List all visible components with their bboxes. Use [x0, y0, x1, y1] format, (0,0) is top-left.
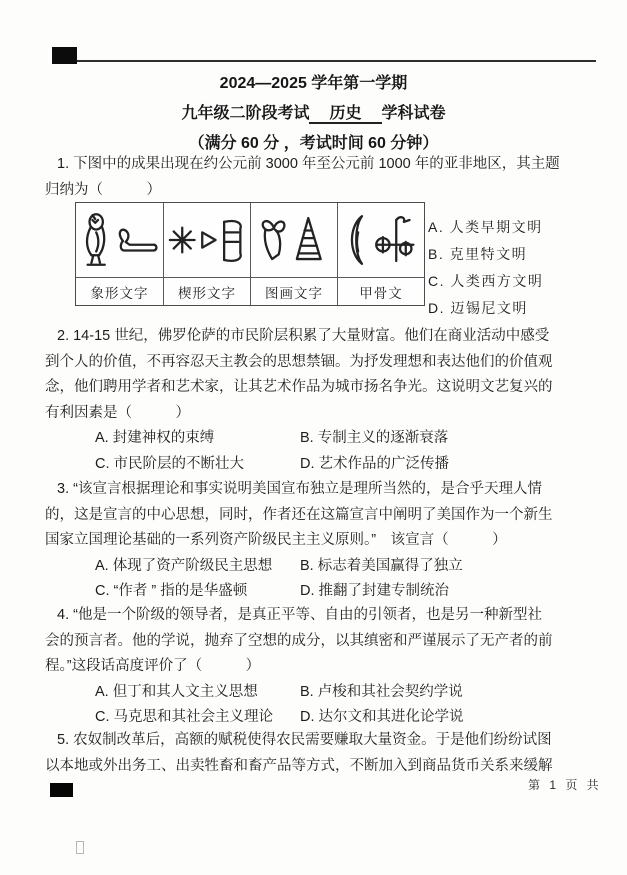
question-2-line-1: 2. 14-15 世纪，佛罗伦萨的市民阶层积累了大量财富。他们在商业活动中感受	[57, 328, 550, 344]
q3-options-row-2	[45, 579, 593, 605]
q4-option-b: B. 卢梭和其社会契约学说	[300, 683, 463, 700]
q4-option-d: D. 达尔文和其进化论学说	[300, 709, 464, 725]
q3-options-row-1	[45, 554, 593, 580]
q1-option-c: C. 人类西方文明	[428, 273, 544, 289]
q4-option-c: C. 马克思和其社会主义理论	[95, 709, 274, 725]
q3-option-b: B. 标志着美国赢得了独立	[300, 557, 463, 574]
term-title: 2024—2025 学年第一学期	[219, 75, 408, 92]
question-1-line-1: 1. 下图中的成果出现在约公元前 3000 年至公元前 1000 年的亚非地区，其主题	[57, 156, 560, 172]
score-time-note: （满分 60 分 ，考试时间 60 分钟）	[188, 135, 439, 152]
missing-glyph-box	[76, 841, 84, 854]
q2-option-c: C. 市民阶层的不断壮大	[95, 455, 245, 472]
question-1-line-2: 归纳为（ ）	[45, 181, 161, 198]
question-3-line-2: 的，这是宣言的中心思想，同时，作者还在这篇宣言中阐明了美国作为一个新生	[45, 506, 553, 523]
table-cell-oracle-bone	[337, 203, 424, 277]
exam-title-prefix: 九年级二阶段考试	[181, 105, 310, 122]
q2-options-row-2	[45, 452, 593, 478]
question-5-line-2: 以本地或外出务工、出卖牲畜和畜产品等方式，不断加入到商品货币关系来缓解	[45, 757, 553, 774]
question-4-line-3: 程。”这段话高度评价了（ ）	[45, 658, 261, 674]
question-2-line-4: 有利因素是（ ）	[45, 404, 190, 421]
table-cell-pictograph	[250, 203, 337, 277]
q3-option-d: D. 推翻了封建专制统治	[300, 583, 450, 599]
question-2-line-2: 到个人的价值，不再容忍天主教会的思想禁锢。为抒发理想和表达他们的价值观	[45, 353, 553, 370]
q2-option-a: A. 封建神权的束缚	[95, 430, 215, 446]
table-cell-cuneiform	[163, 203, 250, 277]
cuneiform-star-triangle-icon	[167, 211, 247, 269]
q1-option-a: A. 人类早期文明	[428, 219, 543, 235]
q4-options-row-1	[45, 680, 593, 706]
q3-option-a: A. 体现了资产阶级民主思想	[95, 557, 273, 574]
question-4-line-2: 会的预言者。他的学说，抛弃了空想的成分，以其缜密和严谨展示了无产者的前	[45, 632, 553, 649]
q4-option-a: A. 但丁和其人文主义思想	[95, 683, 258, 700]
hieroglyph-owl-arm-icon	[80, 211, 160, 269]
question-4	[45, 603, 593, 731]
paper-header	[0, 70, 627, 158]
q2-option-d: D. 艺术作品的广泛传播	[300, 455, 450, 472]
question-1-options	[428, 214, 543, 322]
page-number: 第 1 页 共	[528, 778, 602, 792]
q1-option-d: D. 迈锡尼文明	[428, 300, 528, 316]
q3-option-c: C. “作者 ” 指的是华盛顿	[95, 583, 248, 599]
exam-title	[0, 100, 627, 128]
question-3	[45, 477, 593, 605]
script-label-cuneiform: 楔形文字	[163, 277, 250, 305]
exam-subject: 历史	[309, 105, 381, 124]
ancient-scripts-table	[75, 202, 425, 306]
table-cell-hieroglyph	[76, 203, 163, 277]
header-divider-rule	[77, 60, 596, 62]
q1-option-b: B. 克里特文明	[428, 246, 528, 262]
question-2-line-3: 念，他们聘用学者和艺术家，让其艺术作品为城市扬名争光。这说明文艺复兴的	[45, 379, 553, 395]
question-4-line-1: 4. “他是一个阶级的领导者，是真正平等、自由的引领者，也是另一种新型社	[57, 607, 542, 623]
script-label-oracle-bone: 甲骨文	[337, 277, 424, 305]
question-5	[45, 728, 593, 779]
script-label-hieroglyph: 象形文字	[76, 277, 163, 305]
pictograph-loop-cone-icon	[254, 211, 334, 269]
oracle-crescent-wheels-icon	[341, 211, 421, 269]
question-2	[45, 324, 593, 477]
question-3-line-1: 3. “该宣言根据理论和事实说明美国宣布独立是理所当然的，是合乎天理人情	[57, 481, 542, 497]
q2-option-b: B. 专制主义的逐渐衰落	[300, 430, 449, 446]
q2-options-row-1	[45, 426, 593, 452]
redaction-mark-top	[52, 47, 77, 64]
script-label-pictograph: 图画文字	[250, 277, 337, 305]
exam-title-suffix: 学科试卷	[381, 105, 446, 122]
question-5-line-1: 5. 农奴制改革后，高额的赋税使得农民需要赚取大量资金。于是他们纷纷试图	[57, 732, 552, 748]
q4-options-row-2	[45, 705, 593, 731]
question-1	[45, 152, 590, 203]
redaction-mark-bottom	[50, 783, 73, 797]
question-3-line-3: 国家立国理论基础的一系列资产阶级民主主义原则。” 该宣言（ ）	[45, 532, 507, 548]
